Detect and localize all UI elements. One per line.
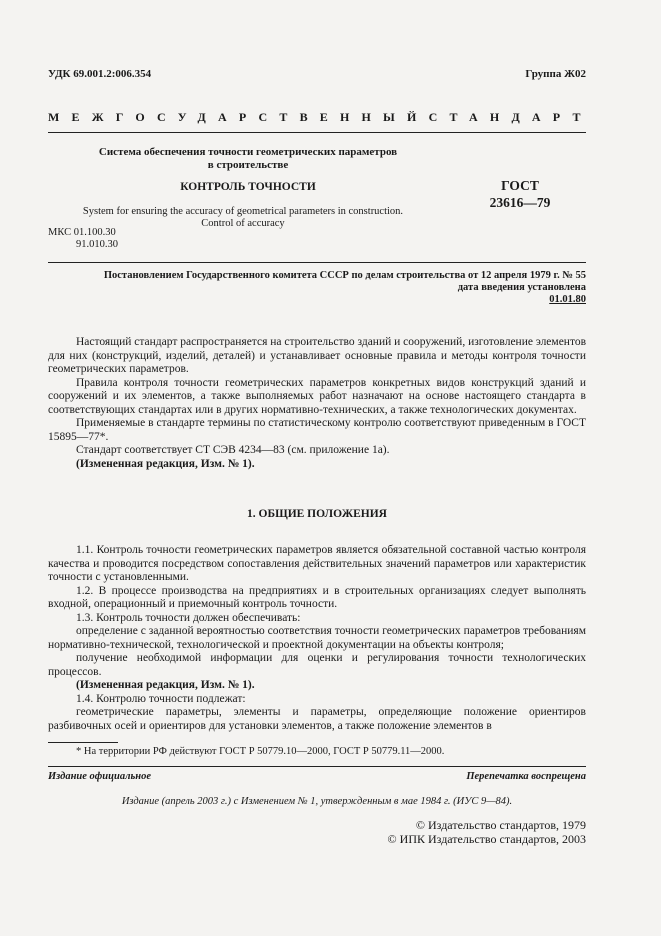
banner-standard: СТАНДАРТ [428, 110, 593, 124]
gost-number: 23616—79 [489, 195, 551, 210]
intro-paragraph: Применяемые в стандарте термины по статистическому контролю соответствуют приведенным в ГОСТ 15895—77*. [48, 417, 586, 443]
main-title: КОНТРОЛЬ ТОЧНОСТИ [180, 181, 316, 193]
mks-codes [48, 227, 118, 251]
udk-code: УДК 69.001.2:006.354 [48, 68, 152, 80]
top-divider [48, 132, 586, 133]
clause-paragraph: 1.1. Контроль точности геометрических параметров является обязательной составной частью контроля качества и проводится посредством сопоставления действительных значений параметров или характеристик точности с установленными. [48, 544, 586, 583]
clause-paragraph: получение необходимой информации для оценки и регулирования точности технологических процессов. [48, 652, 586, 678]
mks-line2: 91.010.30 [76, 239, 118, 250]
copyright-line: © ИПК Издательство стандартов, 2003 [387, 832, 586, 846]
intro-paragraph: Настоящий стандарт распространяется на строительство зданий и сооружений, изготовление элементов для них (конструкций, изделий, деталей) и устанавливает основные правила и методы контроля точности геометрических параметров. [48, 336, 587, 375]
gost-designation [440, 177, 600, 211]
revision-note: (Измененная редакция, Изм. № 1). [76, 679, 255, 691]
intro-paragraph: Стандарт соответствует СТ СЭВ 4234—83 (см. приложение 1а). [76, 444, 390, 456]
section1-body [48, 544, 586, 733]
edition-note: Издание (апрель 2003 г.) с Изменением № 1, утвержденным в мае 1984 г. (ИУС 9—84). [121, 796, 513, 807]
revision-note: (Измененная редакция, Изм. № 1). [76, 457, 255, 470]
group-code: Группа Ж02 [525, 68, 586, 80]
system-title-line2: в строительстве [207, 159, 289, 171]
reprint-notice: Перепечатка воспрещена [466, 771, 586, 782]
banner-interstate: МЕЖГОСУДАРСТВЕННЫЙ [48, 110, 429, 124]
footer-divider [48, 766, 586, 767]
standard-banner [48, 110, 593, 125]
introduction-date-label: дата введения установлена [457, 282, 586, 293]
english-title-line2: Control of accuracy [201, 218, 285, 229]
clause-paragraph: 1.3. Контроль точности должен обеспечивать: [76, 611, 301, 624]
decree-line: Постановлением Государственного комитета СССР по делам строительства от 12 апреля 1979 г. № 55 [103, 270, 586, 281]
copyright-line: © Издательство стандартов, 1979 [415, 818, 586, 832]
system-title [48, 146, 448, 172]
clause-paragraph: определение с заданной вероятностью соответствия точности геометрических параметров требованиям нормативно-технической, технологической и проектной документации на объекты контроля; [48, 625, 586, 651]
clause-paragraph: геометрические параметры, элементы и параметры, определяющие положение ориентиров разбивочных осей и ориентиров для установки элементов, а также положение элементов в [48, 706, 586, 732]
footnote-separator [48, 742, 118, 743]
decree-block [48, 270, 586, 306]
official-edition-label: Издание официальное [48, 771, 152, 782]
clause-paragraph: 1.4. Контролю точности подлежат: [76, 692, 246, 705]
gost-label: ГОСТ [501, 178, 539, 193]
mks-line1: МКС 01.100.30 [48, 227, 116, 238]
decree-divider [48, 262, 586, 263]
copyright-block [388, 818, 586, 846]
introduction-date: 01.01.80 [549, 294, 586, 305]
intro-section [48, 336, 586, 471]
system-title-line1: Система обеспечения точности геометрических параметров [98, 146, 398, 158]
english-title-line1: System for ensuring the accuracy of geometrical parameters in construction. [82, 206, 404, 217]
section-heading: 1. ОБЩИЕ ПОЛОЖЕНИЯ [247, 508, 387, 520]
clause-paragraph: 1.2. В процессе производства на предприятиях и в строительных организациях следует выполнять входной, операционный и приемочный контроль точности. [48, 584, 586, 610]
footnote: * На территории РФ действуют ГОСТ Р 50779.10—2000, ГОСТ Р 50779.11—2000. [76, 746, 445, 757]
intro-paragraph: Правила контроля точности геометрических параметров конкретных видов конструкций зданий и сооружений и их элементов, а также выполняемых работ назначают на основе настоящего стандарта в соответствующих стандартах или в других нормативно-технических, а также технологических документах. [48, 376, 586, 416]
